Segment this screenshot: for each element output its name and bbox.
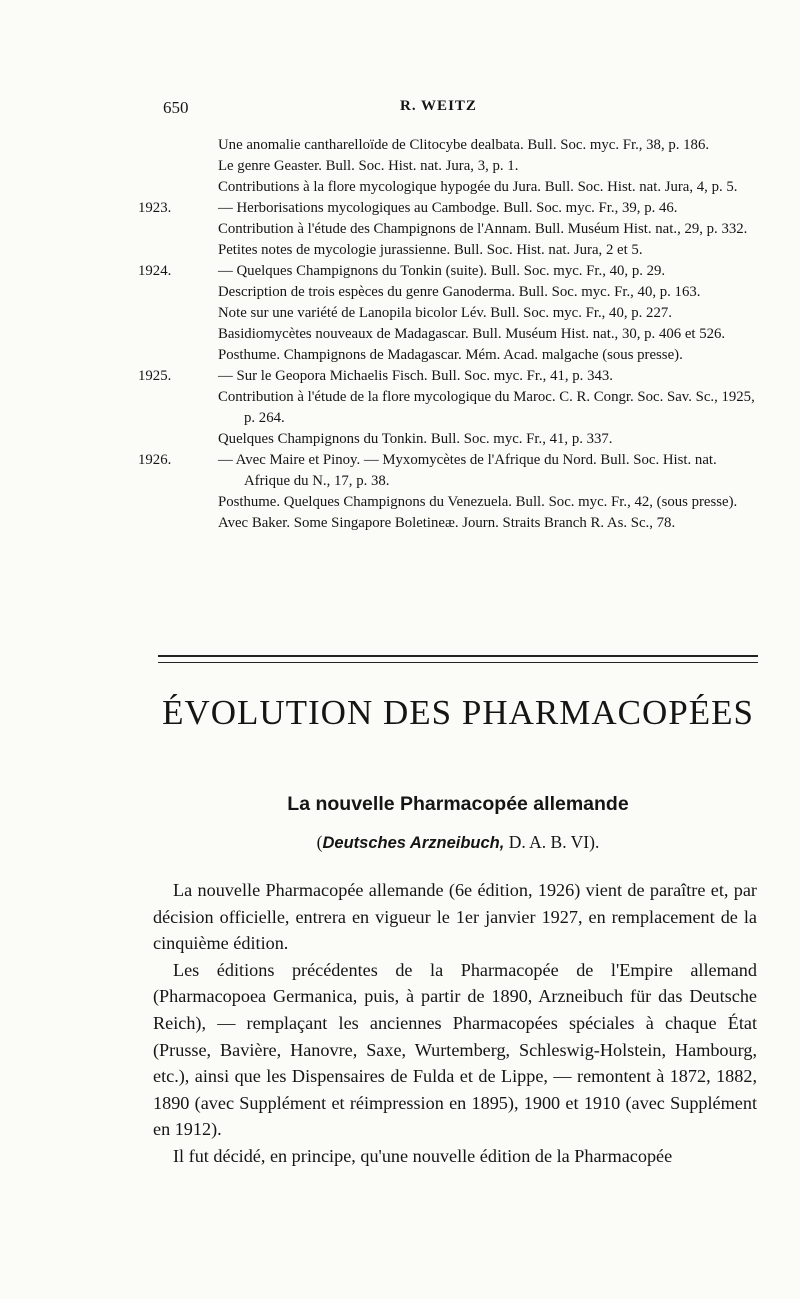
section-title: ÉVOLUTION DES PHARMACOPÉES xyxy=(162,693,754,732)
entry-text: Quelques Champignons du Tonkin. Bull. Soc. myc. Fr., 41, p. 337. xyxy=(218,431,613,447)
entry-text: — Sur le Geopora Michaelis Fisch. Bull. Soc. myc. Fr., 41, p. 343. xyxy=(218,368,613,384)
entry-text: Basidiomycètes nouveaux de Madagascar. Bull. Muséum Hist. nat., 30, p. 406 et 526. xyxy=(218,326,726,342)
bibliography-entry xyxy=(138,513,758,534)
bibliography-entry xyxy=(138,240,758,261)
entry-text: — Avec Maire et Pinoy. — Myxomycètes de l'Afrique du Nord. Bull. Soc. Hist. nat. Afrique du N., 17, p. 38. xyxy=(218,452,717,489)
paragraph: Il fut décidé, en principe, qu'une nouvelle édition de la Pharmacopée xyxy=(173,1145,673,1166)
entry-year: 1926. xyxy=(138,452,172,468)
entry-year: 1924. xyxy=(138,263,172,279)
bibliography-entry xyxy=(138,429,758,450)
article-title: La nouvelle Pharmacopée allemande xyxy=(287,793,629,815)
bibliography-entry xyxy=(138,387,758,429)
entry-text: — Quelques Champignons du Tonkin (suite). Bull. Soc. myc. Fr., 40, p. 29. xyxy=(218,263,666,279)
subtitle-open-paren: ( xyxy=(316,832,323,852)
bibliography-entry xyxy=(138,345,758,366)
bibliography-entry xyxy=(138,492,758,513)
article-body xyxy=(153,877,757,1170)
entry-text: Posthume. Champignons de Madagascar. Mém. Acad. malgache (sous presse). xyxy=(218,347,683,363)
entry-year: 1925. xyxy=(138,368,172,384)
entry-text: Description de trois espèces du genre Ganoderma. Bull. Soc. myc. Fr., 40, p. 163. xyxy=(218,284,701,300)
entry-text: Posthume. Quelques Champignons du Venezuela. Bull. Soc. myc. Fr., 42, (sous presse). xyxy=(218,494,738,510)
entry-text: Contribution à l'étude de la flore mycologique du Maroc. C. R. Congr. Soc. Sav. Sc., 1925, p. 264. xyxy=(218,389,755,426)
entry-text: Le genre Geaster. Bull. Soc. Hist. nat. Jura, 3, p. 1. xyxy=(218,158,519,174)
bibliography-entry xyxy=(138,366,758,387)
bibliography-entry xyxy=(138,219,758,240)
bibliography-entry xyxy=(138,177,758,198)
running-head: R. WEITZ xyxy=(400,98,477,114)
bibliography-entry xyxy=(138,450,758,492)
subtitle-abbreviation: D. A. B. VI). xyxy=(504,832,600,852)
section-divider-thin xyxy=(158,662,758,663)
bibliography-entry xyxy=(138,282,758,303)
page-header xyxy=(163,98,753,120)
page-number: 650 xyxy=(163,98,189,117)
bibliography-entry xyxy=(138,198,758,219)
paragraph: La nouvelle Pharmacopée allemande (6e édition, 1926) vient de paraître et, par décision officielle, entrera en vigueur le 1er janvier 1927, en remplacement de la cinquième édition. xyxy=(153,880,757,954)
paragraph: Les éditions précédentes de la Pharmacopée de l'Empire allemand (Pharmacopoea Germanica, puis, à partir de 1890, Arzneibuch für das Deutsche Reich), — remplaçant les anciennes Pharmacopées spéciales à chaque État (Prusse, Bavière, Hanovre, Saxe, Wurtemberg, Schleswig-Holstein, Hambourg, etc.), ainsi que les Dispensaires de Fulda et de Lippe, — remontent à 1872, 1882, 1890 (avec Supplément et réimpression en 1895), 1900 et 1910 (avec Supplément en 1912). xyxy=(153,959,757,1140)
entry-text: Petites notes de mycologie jurassienne. Bull. Soc. Hist. nat. Jura, 2 et 5. xyxy=(218,242,643,258)
entry-year: 1923. xyxy=(138,200,172,216)
entry-text: Avec Baker. Some Singapore Boletineæ. Journ. Straits Branch R. As. Sc., 78. xyxy=(218,515,676,531)
bibliography-entry xyxy=(138,156,758,177)
bibliography-entry xyxy=(138,303,758,324)
entry-text: Contribution à l'étude des Champignons de l'Annam. Bull. Muséum Hist. nat., 29, p. 332. xyxy=(218,221,748,237)
subtitle-german-name: Deutsches Arzneibuch, xyxy=(322,834,505,852)
bibliography-list xyxy=(138,135,758,534)
section-divider-thick xyxy=(158,655,758,657)
entry-text: Contributions à la flore mycologique hypogée du Jura. Bull. Soc. Hist. nat. Jura, 4, p. 5. xyxy=(218,179,738,195)
bibliography-entry xyxy=(138,261,758,282)
entry-text: Une anomalie cantharelloïde de Clitocybe dealbata. Bull. Soc. myc. Fr., 38, p. 186. xyxy=(218,137,710,153)
bibliography-entry xyxy=(138,324,758,345)
article-subtitle xyxy=(158,832,758,853)
entry-text: Note sur une variété de Lanopila bicolor Lév. Bull. Soc. myc. Fr., 40, p. 227. xyxy=(218,305,672,321)
bibliography-entry xyxy=(138,135,758,156)
entry-text: — Herborisations mycologiques au Cambodge. Bull. Soc. myc. Fr., 39, p. 46. xyxy=(218,200,678,216)
